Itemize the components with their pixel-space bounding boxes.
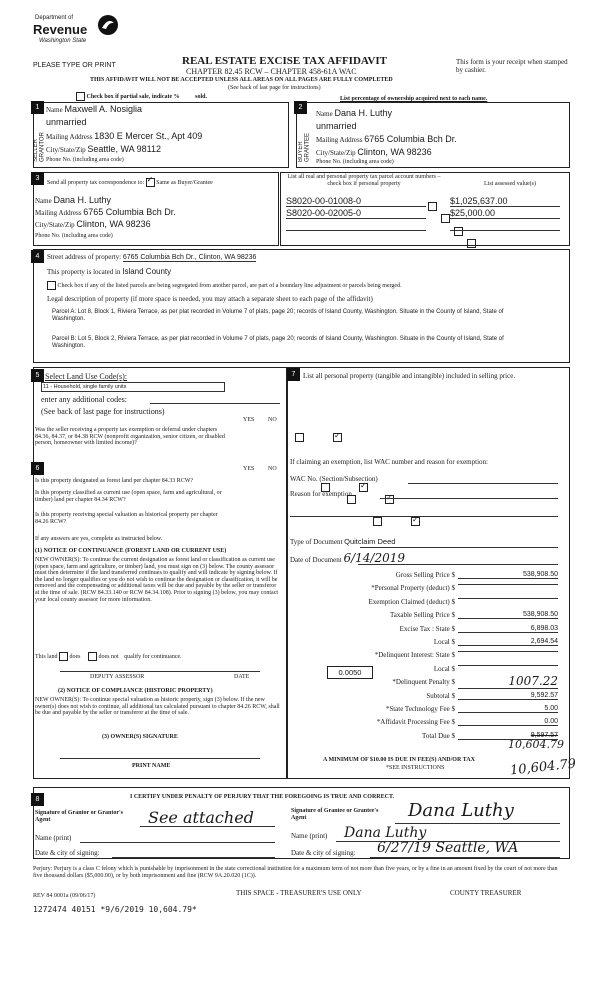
ownership-note: List percentage of ownership acquired next to each name. bbox=[340, 96, 488, 102]
county-treasurer: COUNTY TREASURER bbox=[450, 889, 522, 897]
parcel-3-line[interactable] bbox=[286, 230, 426, 231]
reason-label: Reason for exemption bbox=[290, 490, 352, 498]
assessed-header: List assessed value(s) bbox=[484, 181, 536, 187]
local-rate-box[interactable]: 0.0050 bbox=[327, 666, 373, 679]
exemption-claim-label: If claiming an exemption, list WAC number and reason for exemption: bbox=[290, 458, 488, 466]
wac-line[interactable] bbox=[408, 483, 558, 484]
tax-row-value[interactable]: 1007.22 bbox=[458, 674, 558, 689]
form-chapter: CHAPTER 82.45 RCW – CHAPTER 458-61A WAC bbox=[186, 67, 357, 76]
notice-continuance-body: NEW OWNER(S): To continue the current designation as forest land or classification as current use (open space, farm and agriculture, or timber) land, you must sign on (3) below. The county assessor must then determine if the land transferred continues to qualify and will indicate by signing below. If the land no longer qualifies or you do not wish to continue the designation or classification, it will be removed and the compensating or additional taxes will be due and payable by the seller or transferor at the time of sale. (RCW 84.33.140 or RCW 84.34.108). Prior to signing (3) below, you may contact your local county assessor for more information. bbox=[35, 557, 279, 603]
forest-q2: Is this property classified as current use (open space, farm and agricultural, or timber) land per chapter 84.34 RCW? bbox=[35, 490, 222, 503]
partial-sale-checkbox[interactable] bbox=[76, 92, 85, 101]
located-label: This property is located in bbox=[47, 268, 121, 276]
corr-city-label: City/State/Zip bbox=[35, 221, 75, 229]
tax-row-label: Excise Tax : State $ bbox=[399, 625, 455, 633]
parcel-1-value[interactable]: $1,025,637.00 bbox=[450, 196, 560, 207]
grantee-date-label: Date & city of signing: bbox=[291, 849, 356, 857]
reason-line[interactable] bbox=[380, 498, 558, 499]
tax-row-value[interactable]: 9,597.57 bbox=[458, 732, 558, 740]
segregated-label: Check box if any of the listed parcels are being segregated from another parcel, are part of a boundary line adjustment or parcels being merged. bbox=[57, 282, 402, 289]
deputy-assessor-label: DEPUTY ASSESSOR bbox=[90, 674, 145, 680]
grantee-date[interactable]: 6/27/19 Seattle, WA bbox=[377, 840, 519, 856]
seller-side-label: SELLER GRANTOR bbox=[33, 132, 46, 162]
tax-row-value[interactable]: 9,592.57 bbox=[458, 692, 558, 700]
grantee-name-label: Name (print) bbox=[291, 832, 328, 840]
section-4-number: 4 bbox=[31, 250, 44, 263]
section-8-number: 8 bbox=[31, 793, 44, 806]
perjury-note: Perjury: Perjury is a class C felony which is punishable by imprisonment in the state correctional institution for a maximum term of not more than five years, or by a fine in an amount fixed by the court of not more than five thousand dollars ($5,000.00), or by both imprisonment and fine (RCW 9A.20.020 (1C)). bbox=[33, 866, 558, 879]
owner-signature-label: (3) OWNER(S) SIGNATURE bbox=[102, 734, 178, 740]
parcel-4-personal-checkbox[interactable] bbox=[467, 239, 476, 248]
section-1-number: 1 bbox=[31, 101, 44, 114]
print-name-label: PRINT NAME bbox=[132, 763, 171, 769]
forest-q3-yes[interactable] bbox=[373, 517, 382, 526]
notice-continuance-title: (1) NOTICE OF CONTINUANCE (FOREST LAND OR CURRENT USE) bbox=[35, 548, 227, 554]
exemption-no-checkbox[interactable] bbox=[333, 433, 342, 442]
form-warning: THIS AFFIDAVIT WILL NOT BE ACCEPTED UNLESS ALL AREAS ON ALL PAGES ARE FULLY COMPLETED bbox=[90, 77, 393, 83]
corr-city[interactable]: Clinton, WA 98236 bbox=[76, 219, 151, 229]
parcel-3-personal-checkbox[interactable] bbox=[454, 227, 463, 236]
section-6-number: 6 bbox=[31, 462, 44, 475]
tax-row-value[interactable]: 538,908.50 bbox=[458, 571, 558, 579]
grantor-date-label: Date & city of signing: bbox=[35, 849, 100, 857]
grantee-date-line bbox=[370, 857, 560, 858]
section-2-number: 2 bbox=[294, 101, 307, 114]
land-use-no-header: NO bbox=[268, 417, 277, 423]
certify-text: I CERTIFY UNDER PENALTY OF PERJURY THAT THE FOREGOING IS TRUE AND CORRECT. bbox=[130, 794, 395, 800]
forest-q3: Is this property receiving special valuation as historical property per chapter 84.26 RCW? bbox=[35, 512, 218, 525]
grantor-date-line[interactable] bbox=[112, 857, 275, 858]
seller-mail[interactable]: 1830 E Mercer St., Apt 409 bbox=[94, 131, 203, 141]
doc-date-label: Date of Document bbox=[290, 556, 342, 564]
corr-mail-row bbox=[35, 207, 176, 217]
corr-name-label: Name bbox=[35, 197, 52, 205]
seller-city[interactable]: Seattle, WA 98112 bbox=[87, 144, 161, 154]
tax-row-label: *Delinquent Penalty $ bbox=[392, 678, 455, 686]
section-3-number: 3 bbox=[31, 172, 44, 185]
corr-name-row bbox=[35, 195, 111, 205]
seller-mail-row bbox=[46, 131, 202, 141]
grantor-name-label: Name (print) bbox=[35, 834, 72, 842]
grantee-sig-label: Signature of Grantee or Grantee's Agent bbox=[291, 808, 379, 821]
tax-row-value[interactable] bbox=[458, 598, 558, 599]
buyer-name-label: Name bbox=[316, 110, 333, 118]
doc-type-line bbox=[360, 547, 558, 548]
land-continuance-row bbox=[35, 652, 182, 661]
buyer-city-label: City/State/Zip bbox=[316, 149, 356, 157]
does-not-checkbox[interactable] bbox=[88, 652, 97, 661]
forest-no-header: NO bbox=[268, 466, 277, 472]
buyer-phone-label[interactable]: Phone No. (including area code) bbox=[316, 159, 394, 165]
parcel-b-legal: Parcel B: Lot 5, Block 2, Riviera Terrace, as per plat recorded in Volume 7 of plats, page 20; records of Island County, Washington. Situate in the County of Island, State of Washington. bbox=[52, 336, 504, 349]
parcel-2-value[interactable]: $25,000.00 bbox=[450, 208, 560, 219]
street-row bbox=[47, 253, 256, 262]
grantor-sig-label: Signature of Grantor or Grantor's Agent bbox=[35, 810, 123, 823]
grantee-sig-line bbox=[395, 823, 560, 824]
forest-q1: Is this property designated as forest land per chapter 84.33 RCW? bbox=[35, 478, 194, 484]
buyer-city[interactable]: Clinton, WA 98236 bbox=[357, 147, 432, 157]
county[interactable]: Island County bbox=[122, 267, 172, 276]
tax-row-label: *Delinquent Interest: State $ bbox=[374, 651, 455, 659]
tax-row-label: Local $ bbox=[433, 665, 455, 673]
tax-row-label: *Personal Property (deduct) $ bbox=[371, 584, 455, 592]
owner-signature-line[interactable] bbox=[60, 758, 260, 759]
treasurer-space: THIS SPACE - TREASURER'S USE ONLY bbox=[236, 889, 362, 897]
legal-label: Legal description of property (if more space is needed, you may attach a separate sheet to each page of the affidavit) bbox=[47, 295, 373, 303]
tax-row-label: Total Due $ bbox=[422, 732, 455, 740]
dept-line3: Washington State bbox=[39, 38, 87, 44]
tax-row-label: *Affidavit Processing Fee $ bbox=[376, 718, 455, 726]
grantor-signature[interactable]: See attached bbox=[148, 808, 254, 827]
segregated-row bbox=[47, 281, 402, 290]
seller-mail-label: Mailing Address bbox=[46, 133, 93, 141]
grantor-sig-line bbox=[140, 826, 275, 827]
buyer-side-label: BUYER GRANTEE bbox=[298, 132, 311, 162]
parcel-2-personal-checkbox[interactable] bbox=[441, 214, 450, 223]
doc-type-row bbox=[290, 538, 395, 547]
dept-line1: Department of bbox=[35, 15, 74, 21]
seller-phone-label[interactable]: Phone No. (including area code) bbox=[46, 157, 124, 163]
tax-row-value[interactable] bbox=[458, 584, 558, 585]
rev-number: REV 84 0001a (09/06/17) bbox=[33, 893, 96, 899]
doc-date[interactable]: 6/14/2019 bbox=[343, 551, 405, 565]
seller-name-row bbox=[46, 104, 282, 114]
sold-label: sold. bbox=[195, 93, 208, 100]
located-row bbox=[47, 267, 171, 276]
cashier-stamp: 1272474 40151 *9/6/2019 10,604.79* bbox=[33, 905, 197, 914]
same-as-buyer-label: Same as Buyer/Grantee bbox=[156, 179, 213, 186]
same-as-buyer-checkbox[interactable] bbox=[146, 178, 155, 187]
land-use-label: Select Land Use Code(s): bbox=[45, 372, 127, 381]
exemption-yes-checkbox[interactable] bbox=[295, 433, 304, 442]
buyer-city-row bbox=[316, 147, 432, 157]
tax-row-label: Taxable Selling Price $ bbox=[389, 611, 455, 619]
tax-row-value[interactable]: 538,908.50 bbox=[458, 611, 558, 619]
deputy-date-label: DATE bbox=[234, 674, 250, 680]
corr-mail-label: Mailing Address bbox=[35, 209, 82, 217]
forest-q1-no[interactable] bbox=[359, 483, 368, 492]
tax-row-label: Subtotal $ bbox=[426, 692, 455, 700]
parcel-header: List all real and personal property tax parcel account numbers – check box if personal property bbox=[287, 174, 441, 187]
send-correspondence-row bbox=[47, 178, 213, 187]
qualify-label: qualify for continuance. bbox=[124, 653, 182, 660]
this-land-label: This land bbox=[35, 653, 58, 660]
forest-yes-header: YES bbox=[243, 466, 255, 472]
buyer-name[interactable]: Dana H. Luthy bbox=[334, 108, 393, 118]
margin-total-note: 10,604.79 bbox=[509, 756, 577, 779]
grantor-name-line[interactable] bbox=[80, 842, 275, 843]
tax-row-label: Exemption Claimed (deduct) $ bbox=[368, 598, 455, 606]
notice-compliance-body: NEW OWNER(S): To continue special valuation as historic property, sign (3) below. If the new owner(s) does not wish to continue, all additional tax calculated pursuant to chapter 84.26 RCW, shall be due and payable by the seller or transferor at the time of sale. bbox=[35, 697, 280, 717]
send-correspondence-label: Send all property tax correspondence to: bbox=[47, 179, 145, 186]
doc-date-line bbox=[358, 564, 558, 565]
corr-name[interactable]: Dana H. Luthy bbox=[53, 195, 112, 205]
see-instructions: *SEE INSTRUCTIONS bbox=[386, 765, 445, 771]
if-yes-note: If any answers are yes, complete as instructed below. bbox=[35, 536, 163, 542]
tax-row-value[interactable] bbox=[458, 651, 558, 652]
minimum-note: A MINIMUM OF $10.00 IS DUE IN FEE(S) AND/OR TAX bbox=[323, 757, 475, 763]
seller-name[interactable]: Maxwell A. Nosiglia bbox=[64, 104, 142, 114]
tax-row-label: Gross Selling Price $ bbox=[395, 571, 455, 579]
parcel-1-personal-checkbox[interactable] bbox=[428, 202, 437, 211]
doc-type[interactable]: Quitclaim Deed bbox=[344, 537, 396, 546]
seller-city-row bbox=[46, 144, 161, 154]
corr-mail[interactable]: 6765 Columbia Bch Dr. bbox=[83, 207, 176, 217]
seller-status[interactable]: unmarried bbox=[46, 117, 87, 127]
grantee-name[interactable]: Dana Luthy bbox=[344, 825, 427, 841]
corr-city-row bbox=[35, 219, 151, 229]
land-use-see-back: (See back of last page for instructions) bbox=[41, 407, 165, 416]
section-5-number: 5 bbox=[31, 369, 44, 382]
buyer-mail-row bbox=[316, 134, 457, 144]
tax-row-value[interactable]: 5.00 bbox=[458, 705, 558, 713]
parcel-2[interactable]: S8020-00-02005-0 bbox=[286, 208, 426, 219]
deputy-assessor-line[interactable] bbox=[60, 671, 260, 672]
segregated-checkbox[interactable] bbox=[47, 281, 56, 290]
buyer-status[interactable]: unmarried bbox=[316, 121, 357, 131]
reason-line-2[interactable] bbox=[290, 516, 558, 517]
land-use-yes-header: YES bbox=[243, 417, 255, 423]
additional-codes-line[interactable] bbox=[150, 403, 280, 404]
buyer-name-row bbox=[316, 108, 392, 118]
grantee-signature[interactable]: Dana Luthy bbox=[408, 800, 514, 821]
form-title: REAL ESTATE EXCISE TAX AFFIDAVIT bbox=[182, 55, 387, 67]
corr-phone-label[interactable]: Phone No. (including area code) bbox=[35, 233, 113, 239]
notice-compliance-title: (2) NOTICE OF COMPLIANCE (HISTORIC PROPERTY) bbox=[58, 688, 213, 694]
parcel-3-value-line[interactable] bbox=[450, 230, 560, 231]
additional-codes-label: enter any additional codes: bbox=[41, 395, 127, 404]
tax-row-value[interactable] bbox=[458, 665, 558, 666]
tax-row-value[interactable]: 6,898.03 bbox=[458, 625, 558, 633]
logo-swirl-icon bbox=[97, 14, 119, 36]
receipt-note: This form is your receipt when stamped by cashier. bbox=[456, 58, 568, 75]
wac-label: WAC No. (Section/Subsection) bbox=[290, 475, 378, 483]
parcel-a-legal: Parcel A: Lot 8, Block 1, Riviera Terrace, as per plat recorded in Volume 7 of plats, page 20; records of Island County, Washington. Situate in the County of Island, State of Washington. bbox=[52, 309, 504, 322]
total-corrected: 10,604.79 bbox=[508, 738, 564, 751]
buyer-mail-label: Mailing Address bbox=[316, 136, 363, 144]
land-use-code[interactable]: 11 - Household, single family units bbox=[41, 382, 225, 392]
see-back-top: (See back of last page for instructions) bbox=[228, 85, 321, 91]
does-not-label: does not bbox=[98, 653, 119, 660]
parcel-1[interactable]: S8020-00-01008-0 bbox=[286, 196, 426, 207]
tax-row-label: *State Technology Fee $ bbox=[385, 705, 455, 713]
please-type: PLEASE TYPE OR PRINT bbox=[33, 62, 116, 69]
partial-sale-label: Check box if partial sale, indicate % bbox=[86, 93, 180, 100]
seller-city-label: City/State/Zip bbox=[46, 146, 86, 154]
forest-q2-no[interactable] bbox=[385, 495, 394, 504]
partial-sale-row bbox=[76, 92, 207, 101]
tax-row-label: Local $ bbox=[433, 638, 455, 646]
seller-name-label: Name bbox=[46, 106, 63, 114]
street-label: Street address of property: bbox=[47, 253, 122, 261]
section-7-number: 7 bbox=[287, 368, 300, 381]
forest-q3-no[interactable] bbox=[411, 517, 420, 526]
exemption-question: Was the seller receiving a property tax exemption or deferral under chapters 84.36, 84.37, or 84.38 RCW (nonprofit organization, senior citizen, or disabled person, homeowner with limited income)? bbox=[35, 427, 225, 447]
tax-row-value[interactable]: 0.00 bbox=[458, 718, 558, 726]
buyer-mail[interactable]: 6765 Columbia Bch Dr. bbox=[364, 134, 457, 144]
does-checkbox[interactable] bbox=[59, 652, 68, 661]
street-address[interactable]: 6765 Columbia Bch Dr., Clinton, WA 98236 bbox=[122, 254, 257, 261]
does-label: does bbox=[69, 653, 81, 660]
dor-logo bbox=[33, 12, 123, 50]
doc-type-label: Type of Document bbox=[290, 538, 343, 546]
personal-property-label: List all personal property (tangible and intangible) included in selling price. bbox=[303, 372, 516, 380]
tax-row-value[interactable]: 2,694.54 bbox=[458, 638, 558, 646]
dept-line2: Revenue bbox=[33, 22, 88, 37]
